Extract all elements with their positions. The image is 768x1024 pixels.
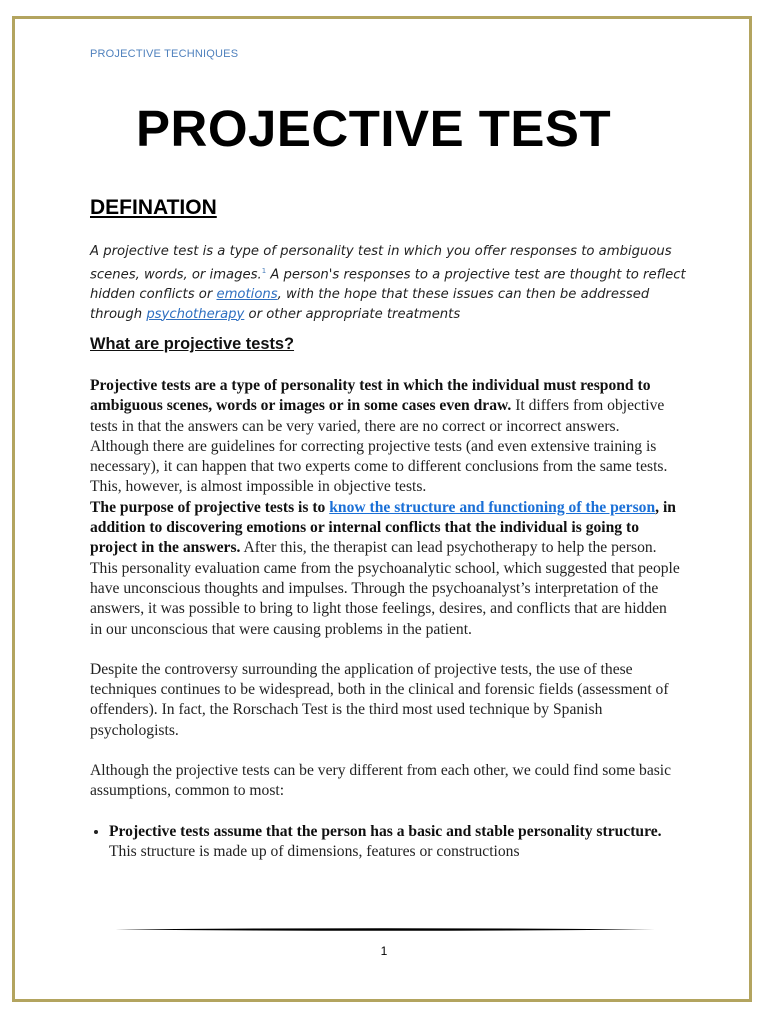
- definition-paragraph: [90, 242, 690, 324]
- section-body: [90, 376, 680, 862]
- footer-rule: [115, 927, 655, 932]
- definition-text-3: , with the hope that these issues can then be addressed through: [90, 286, 650, 322]
- paragraph-1-bold: Projective tests are a type of personality test in which the individual must respond to ambiguous scenes, words or images or in some cases even draw.: [90, 377, 651, 415]
- paragraph-4: Despite the controversy surrounding the application of projective tests, the use of these techniques continues to be widespread, both in the clinical and forensic fields (assessment of offenders). In fact, the Rorschach Test is the third most used technique by Spanish psychologists.: [90, 660, 669, 739]
- psychotherapy-link[interactable]: psychotherapy: [146, 306, 245, 322]
- definition-heading: DEFINATION: [90, 196, 217, 219]
- page-number: 1: [380, 944, 388, 958]
- paragraph-1: [90, 376, 680, 498]
- paragraph-2-bold-2: , in addition to discovering emotions or internal conflicts that the individual is going to project in the answers.: [90, 498, 676, 557]
- document-title: PROJECTIVE TEST: [136, 100, 612, 157]
- paragraph-2-text: After this, the therapist can lead psychotherapy to help the person.: [240, 539, 657, 557]
- paragraph-1-text: It differs from objective tests in that the answers can be very varied, there are no correct or incorrect answers. Although there are guidelines for correcting projective tests (and even extensive training is necessary), it can happen that two experts come to different conclusions from the same tests. This, however, is almost impossible in objective tests.: [90, 397, 668, 496]
- paragraph-5: Although the projective tests can be very different from each other, we could find some basic assumptions, common to most:: [90, 762, 672, 800]
- definition-text-4: or other appropriate treatments: [244, 306, 461, 322]
- footnote-marker[interactable]: 1: [261, 266, 267, 275]
- assumptions-list: [90, 822, 680, 863]
- list-item-text: This structure is made up of dimensions, features or constructions: [109, 842, 520, 860]
- paragraph-3: This personality evaluation came from the psychoanalytic school, which suggested that people have unconscious thoughts and impulses. Through the psychoanalyst’s interpretation of the answers, it was possible to bring to light those feelings, desires, and conflicts that are hidden in our unconscious that were causing problems in the patient.: [90, 559, 680, 638]
- paragraph-2: [90, 498, 680, 559]
- running-header: PROJECTIVE TECHNIQUES: [90, 48, 239, 60]
- definition-text-1: A projective test is a type of personality test in which you offer responses to ambiguous scenes, words, or images.: [90, 244, 672, 283]
- section-heading: What are projective tests?: [90, 335, 295, 353]
- list-item: [109, 822, 680, 863]
- paragraph-2-bold-1: The purpose of projective tests is to: [90, 498, 330, 516]
- list-item-bold: Projective tests assume that the person has a basic and stable personality structure.: [109, 822, 662, 840]
- definition-text-2: A person's responses to a projective test are thought to reflect hidden conflicts or: [90, 267, 686, 302]
- emotions-link[interactable]: emotions: [216, 286, 278, 302]
- structure-functioning-link[interactable]: know the structure and functioning of the person: [329, 498, 656, 516]
